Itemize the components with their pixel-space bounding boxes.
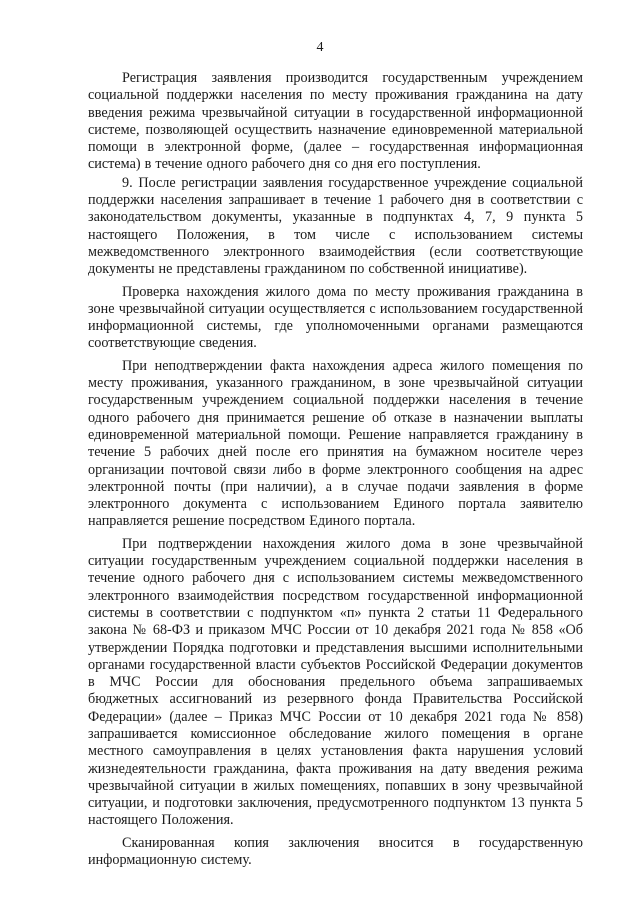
paragraph-non-confirmation: При неподтверждении факта нахождения адреса жилого помещения по месту проживания, указанного гражданином, в зоне чрезвычайной ситуации государственным учреждением социальной поддержки населения в течение одного рабочего дня принимается решение об отказе в назначении выплаты единовременной материальной помощи. Решение направляется гражданину в течение 5 рабочих дней после его принятия на бумажном носителе через организации почтовой связи либо в форме электронного сообщения на адрес электронной почты (при наличии), а в случае подачи заявления в форме электронного документа с использованием Единого портала заявителю направляется решение посредством Единого портала. — [88, 357, 583, 530]
paragraph-item-9: 9. После регистрации заявления государственное учреждение социальной поддержки населения запрашивает в течение 1 рабочего дня в соответствии с законодательством документы, указанные в подпунктах 4, 7, 9 пункта 5 настоящего Положения, в том числе с использованием системы межведомственного электронного взаимодействия (если соответствующие документы не представлены гражданином по собственной инициативе). — [88, 174, 583, 278]
page-number: 4 — [316, 40, 324, 55]
paragraph-registration: Регистрация заявления производится государственным учреждением социальной поддержки населения по месту проживания гражданина на дату введения режима чрезвычайной ситуации в государственной информационной системе, позволяющей осуществить назначение единовременной материальной помощи в электронной форме, (далее – государственная информационная система) в течение одного рабочего дня со дня его поступления. — [88, 70, 583, 173]
paragraph-scanned-copy: Сканированная копия заключения вносится в государственную информационную систему. — [88, 834, 583, 869]
document-body — [88, 70, 583, 869]
paragraph-confirmation: При подтверждении нахождения жилого дома в зоне чрезвычайной ситуации государственным учреждением социальной поддержки населения в течение одного рабочего дня с использованием системы межведомственного электронного взаимодействия посредством государственной информационной системы в соответствии с подпунктом «п» пункта 2 статьи 11 Федерального закона № 68-ФЗ и приказом МЧС России от 10 декабря 2021 года № 858 «Об утверждении Порядка подготовки и представления высшими исполнительными органами государственной власти субъектов Российской Федерации документов в МЧС России для обоснования предельного объема запрашиваемых бюджетных ассигнований из резервного фонда Правительства Российской Федерации» (далее – Приказ МЧС России от 10 декабря 2021 года № 858) запрашивается комиссионное обследование жилого помещения в органе местного самоуправления в целях установления факта нарушения условий жизнедеятельности гражданина, факта проживания на дату введения режима чрезвычайной ситуации в жилых помещениях, попавших в зону чрезвычайной ситуации, и подготовки заключения, предусмотренного подпунктом 13 пункта 5 настоящего Положения. — [88, 535, 583, 829]
paragraph-house-check: Проверка нахождения жилого дома по месту проживания гражданина в зоне чрезвычайной ситуации осуществляется с использованием государственной информационной системы, где уполномоченными органами размещаются соответствующие сведения. — [88, 283, 583, 352]
